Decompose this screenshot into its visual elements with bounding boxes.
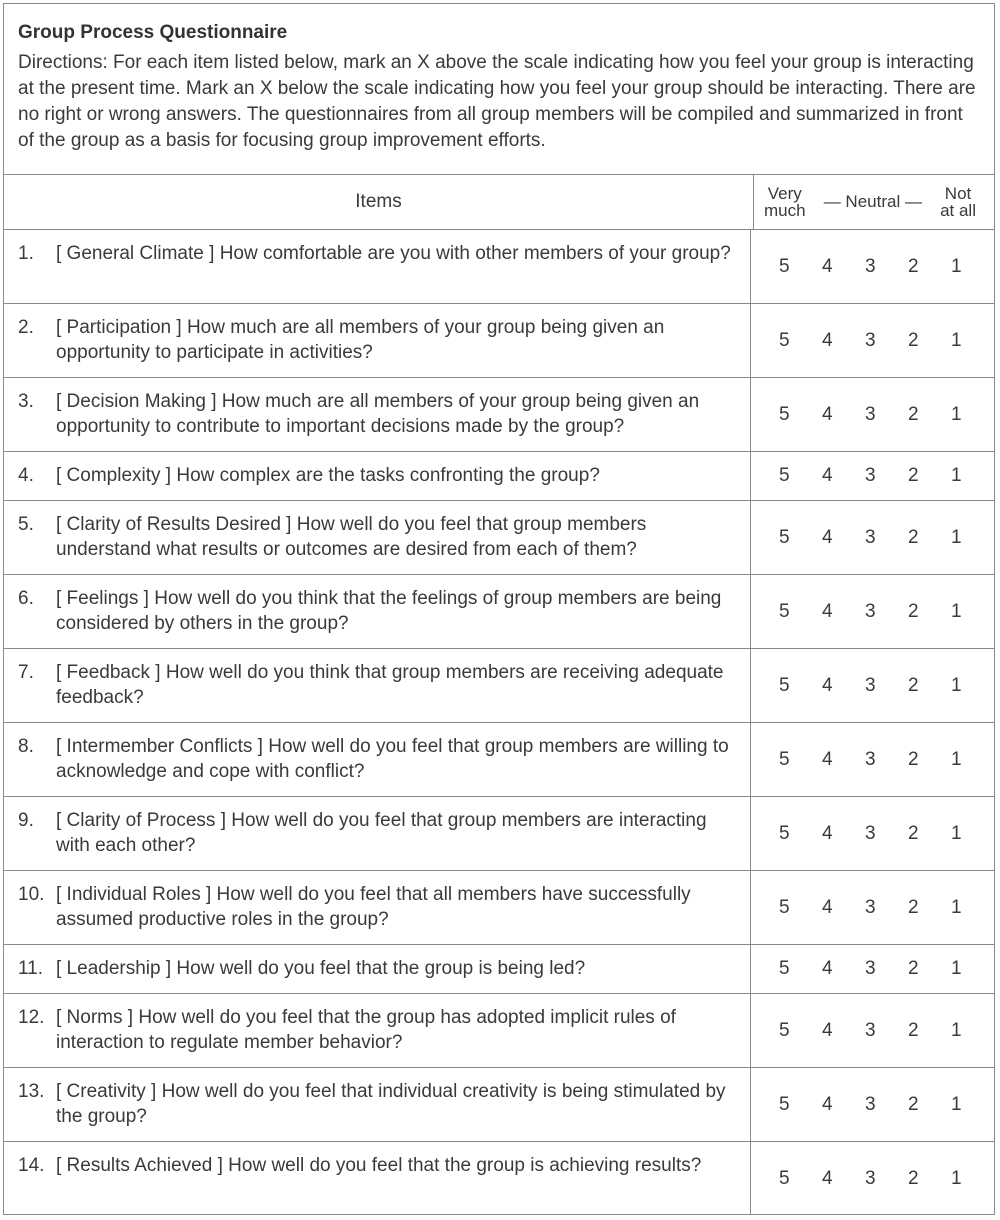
item-cell [4, 1068, 751, 1141]
item-text [56, 241, 736, 266]
rating-scale [751, 649, 994, 722]
rating-scale [751, 575, 994, 648]
rating-option[interactable]: 2 [908, 896, 919, 918]
rating-option[interactable]: 1 [951, 674, 962, 696]
scale-column-header [754, 175, 994, 229]
rating-option[interactable]: 5 [779, 255, 790, 277]
item-text [56, 660, 736, 710]
item-text [56, 586, 736, 636]
rating-option[interactable]: 4 [822, 600, 833, 622]
item-question: How well do you feel that the group is achieving results? [228, 1155, 702, 1176]
item-cell [4, 871, 751, 944]
rating-option[interactable]: 2 [908, 403, 919, 425]
table-row [4, 945, 994, 994]
item-category: [ Results Achieved ] [56, 1155, 223, 1176]
table-row [4, 452, 994, 501]
table-row [4, 378, 994, 452]
item-category: [ General Climate ] [56, 243, 215, 264]
item-question: How complex are the tasks confronting the group? [176, 465, 600, 486]
item-cell [4, 723, 751, 796]
rating-option[interactable]: 3 [865, 1019, 876, 1041]
rating-option[interactable]: 3 [865, 748, 876, 770]
rating-option[interactable]: 4 [822, 1019, 833, 1041]
rating-option[interactable]: 2 [908, 526, 919, 548]
rating-option[interactable]: 5 [779, 403, 790, 425]
rating-scale [751, 797, 994, 870]
directions-text: Directions: For each item listed below, mark an X above the scale indicating how you feel your group is interacting at the present time. Mark an X below the scale indicating how you feel your group should be interacting. There are no right or wrong answers. The questionnaires from all group members will be compiled and summarized in front of the group as a basis for focusing group improvement efforts. [18, 52, 976, 151]
rating-option[interactable]: 2 [908, 1019, 919, 1041]
rating-scale [751, 871, 994, 944]
table-header [4, 175, 994, 230]
item-cell [4, 452, 751, 500]
rating-option[interactable]: 2 [908, 822, 919, 844]
item-question: How well do you feel that the group has adopted implicit rules of interaction to regulate member behavior? [56, 1007, 676, 1053]
item-text [56, 1005, 736, 1055]
item-question: How well do you feel that the group is being led? [176, 958, 586, 979]
item-question: How comfortable are you with other members of your group? [219, 243, 731, 264]
item-category: [ Feelings ] [56, 588, 149, 609]
item-question: How well do you feel that group members understand what results or outcomes are desired from each of them? [56, 514, 647, 560]
rating-option[interactable]: 1 [951, 403, 962, 425]
item-text [56, 1079, 736, 1129]
item-number: 10. [18, 884, 45, 905]
rating-option[interactable]: 2 [908, 1167, 919, 1189]
rating-scale [751, 501, 994, 574]
item-category: [ Clarity of Results Desired ] [56, 514, 292, 535]
rating-option[interactable]: 3 [865, 896, 876, 918]
item-category: [ Feedback ] [56, 662, 161, 683]
item-category: [ Complexity ] [56, 465, 172, 486]
rating-option[interactable]: 1 [951, 1019, 962, 1041]
item-text [56, 1153, 736, 1178]
table-row [4, 1068, 994, 1142]
item-number: 3. [18, 391, 34, 412]
table-row [4, 994, 994, 1068]
rating-option[interactable]: 4 [822, 526, 833, 548]
questionnaire-rows [4, 230, 994, 1215]
item-text [56, 882, 736, 932]
rating-option[interactable]: 5 [779, 1167, 790, 1189]
table-row [4, 501, 994, 575]
rating-option[interactable]: 3 [865, 600, 876, 622]
rating-option[interactable]: 4 [822, 403, 833, 425]
item-number: 7. [18, 662, 34, 683]
item-number: 8. [18, 736, 34, 757]
table-row [4, 575, 994, 649]
questionnaire-sheet [3, 3, 995, 1215]
rating-option[interactable]: 3 [865, 822, 876, 844]
item-number: 14. [18, 1155, 45, 1176]
rating-option[interactable]: 3 [865, 465, 876, 486]
rating-option[interactable]: 5 [779, 674, 790, 696]
item-text [56, 512, 736, 562]
table-row [4, 230, 994, 304]
rating-option[interactable]: 5 [779, 1093, 790, 1115]
item-category: [ Intermember Conflicts ] [56, 736, 263, 757]
rating-option[interactable]: 1 [951, 329, 962, 351]
rating-scale [751, 304, 994, 377]
table-row [4, 723, 994, 797]
rating-option[interactable]: 1 [951, 465, 962, 486]
item-question: How much are all members of your group being given an opportunity to contribute to important decisions made by the group? [56, 391, 700, 437]
rating-option[interactable]: 2 [908, 1093, 919, 1115]
table-row [4, 797, 994, 871]
table-row [4, 871, 994, 945]
rating-option[interactable]: 2 [908, 465, 919, 486]
intro-section [4, 4, 994, 175]
rating-option[interactable]: 4 [822, 465, 833, 486]
rating-option[interactable]: 4 [822, 1167, 833, 1189]
rating-option[interactable]: 1 [951, 255, 962, 277]
rating-option[interactable]: 5 [779, 600, 790, 622]
rating-scale [751, 723, 994, 796]
rating-option[interactable]: 5 [779, 526, 790, 548]
item-text [56, 734, 736, 784]
item-cell [4, 575, 751, 648]
rating-option[interactable]: 1 [951, 526, 962, 548]
rating-option[interactable]: 5 [779, 465, 790, 486]
item-text [56, 463, 736, 488]
item-category: [ Norms ] [56, 1007, 134, 1028]
item-category: [ Leadership ] [56, 958, 172, 979]
item-text [56, 389, 736, 439]
rating-option[interactable]: 5 [779, 822, 790, 844]
rating-option[interactable]: 3 [865, 403, 876, 425]
rating-option[interactable]: 1 [951, 896, 962, 918]
scale-high-label: Very much [764, 184, 806, 220]
scale-neutral-label: — Neutral — [823, 192, 922, 211]
rating-option[interactable]: 2 [908, 600, 919, 622]
rating-option[interactable]: 5 [779, 958, 790, 979]
item-question: How well do you feel that group members are interacting with each other? [56, 810, 707, 856]
table-row [4, 304, 994, 378]
item-text [56, 956, 736, 981]
rating-scale [751, 945, 994, 993]
rating-scale [751, 378, 994, 451]
rating-option[interactable]: 4 [822, 1093, 833, 1115]
item-text [56, 808, 736, 858]
rating-scale [751, 994, 994, 1067]
rating-option[interactable]: 2 [908, 674, 919, 696]
item-number: 1. [18, 243, 34, 264]
item-category: [ Decision Making ] [56, 391, 217, 412]
rating-option[interactable]: 3 [865, 674, 876, 696]
rating-option[interactable]: 2 [908, 958, 919, 979]
item-question: How well do you feel that individual creativity is being stimulated by the group? [56, 1081, 726, 1127]
rating-option[interactable]: 5 [779, 1019, 790, 1041]
item-category: [ Individual Roles ] [56, 884, 212, 905]
item-cell [4, 945, 751, 993]
item-category: [ Clarity of Process ] [56, 810, 226, 831]
rating-scale [751, 452, 994, 500]
item-cell [4, 378, 751, 451]
rating-option[interactable]: 5 [779, 748, 790, 770]
item-cell [4, 304, 751, 377]
item-cell [4, 1142, 751, 1215]
rating-option[interactable]: 1 [951, 1167, 962, 1189]
rating-scale [751, 1142, 994, 1215]
rating-option[interactable]: 4 [822, 896, 833, 918]
item-question: How well do you feel that group members are willing to acknowledge and cope with conflict? [56, 736, 729, 782]
rating-option[interactable]: 4 [822, 748, 833, 770]
rating-option[interactable]: 5 [779, 896, 790, 918]
rating-option[interactable]: 4 [822, 958, 833, 979]
item-number: 9. [18, 810, 34, 831]
rating-option[interactable]: 1 [951, 822, 962, 844]
rating-option[interactable]: 1 [951, 958, 962, 979]
item-number: 13. [18, 1081, 45, 1102]
rating-option[interactable]: 4 [822, 674, 833, 696]
rating-option[interactable]: 3 [865, 1167, 876, 1189]
rating-scale [751, 1068, 994, 1141]
rating-scale [751, 230, 994, 303]
rating-option[interactable]: 2 [908, 748, 919, 770]
scale-low-label: Not at all [940, 184, 976, 220]
item-number: 2. [18, 317, 34, 338]
item-number: 12. [18, 1007, 45, 1028]
item-text [56, 315, 736, 365]
item-question: How well do you think that the feelings of group members are being considered by others in the group? [56, 588, 722, 634]
rating-option[interactable]: 2 [908, 255, 919, 277]
item-number: 11. [18, 958, 44, 979]
rating-option[interactable]: 3 [865, 329, 876, 351]
rating-option[interactable]: 2 [908, 329, 919, 351]
item-number: 6. [18, 588, 34, 609]
rating-option[interactable]: 3 [865, 255, 876, 277]
rating-option[interactable]: 1 [951, 600, 962, 622]
item-question: How well do you feel that all members have successfully assumed productive roles in the group? [56, 884, 691, 930]
table-row [4, 1142, 994, 1215]
page-title: Group Process Questionnaire [18, 22, 288, 43]
item-category: [ Participation ] [56, 317, 182, 338]
rating-option[interactable]: 1 [951, 748, 962, 770]
item-number: 4. [18, 465, 34, 486]
rating-option[interactable]: 3 [865, 1093, 876, 1115]
item-category: [ Creativity ] [56, 1081, 157, 1102]
item-cell [4, 797, 751, 870]
rating-option[interactable]: 4 [822, 329, 833, 351]
item-cell [4, 501, 751, 574]
item-number: 5. [18, 514, 34, 535]
rating-option[interactable]: 4 [822, 255, 833, 277]
items-column-header: Items [4, 175, 754, 229]
item-cell [4, 230, 751, 303]
item-cell [4, 649, 751, 722]
rating-option[interactable]: 3 [865, 958, 876, 979]
rating-option[interactable]: 3 [865, 526, 876, 548]
item-question: How much are all members of your group being given an opportunity to participate in activities? [56, 317, 665, 363]
rating-option[interactable]: 1 [951, 1093, 962, 1115]
item-cell [4, 994, 751, 1067]
rating-option[interactable]: 4 [822, 822, 833, 844]
item-question: How well do you think that group members are receiving adequate feedback? [56, 662, 724, 708]
table-row [4, 649, 994, 723]
rating-option[interactable]: 5 [779, 329, 790, 351]
